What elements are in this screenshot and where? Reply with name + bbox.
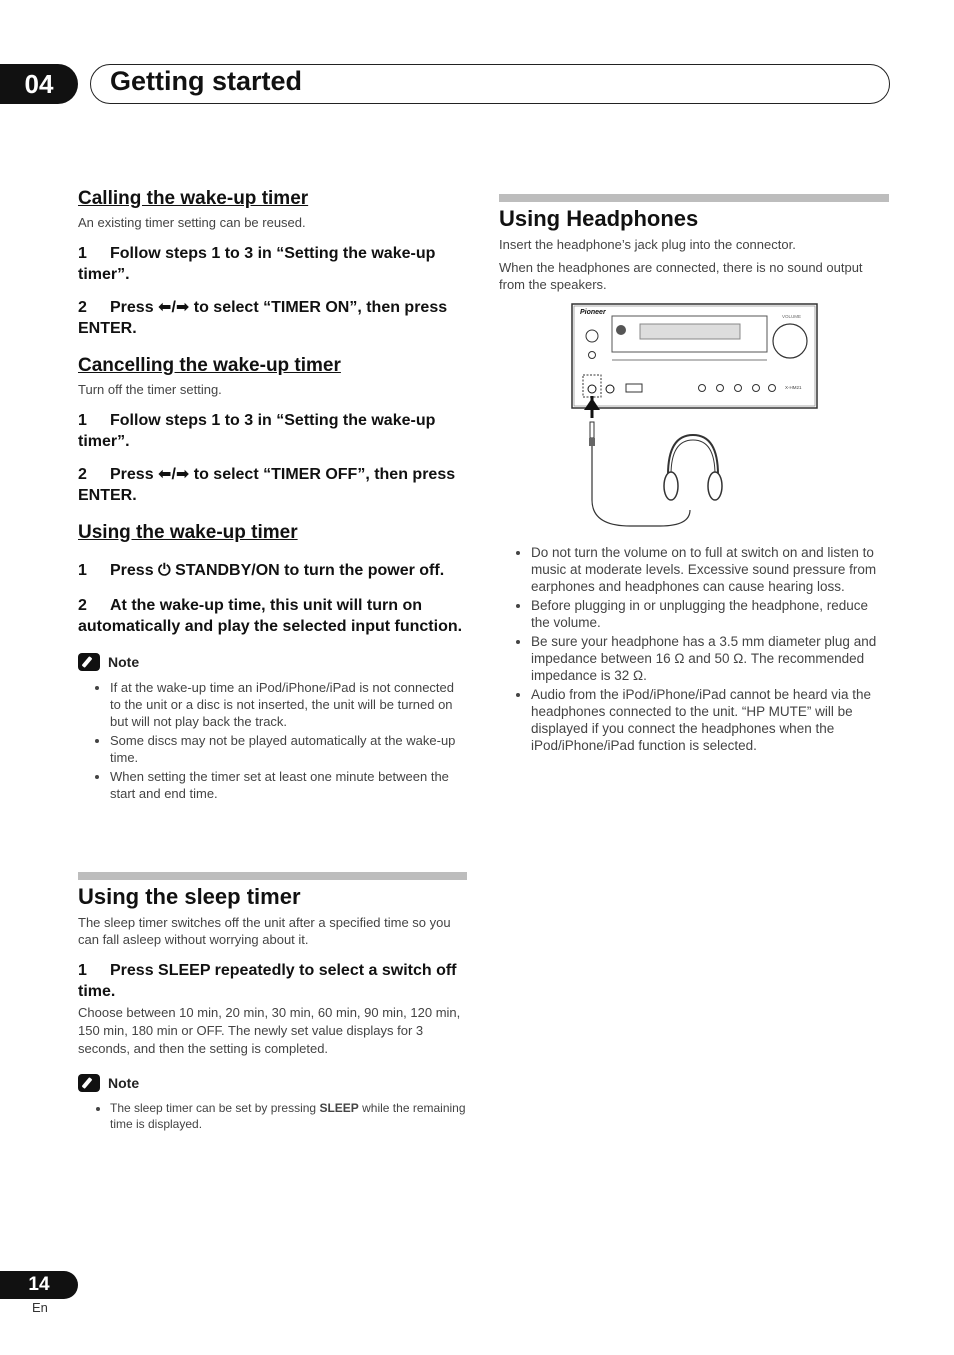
headphones-item: • Before plugging in or unplugging the headphone, reduce the volume. [531,597,889,631]
calling-intro: An existing timer setting can be reused. [78,215,306,230]
headphones-item: • Audio from the iPod/iPhone/iPad cannot be heard via the headphones connected to the unit. “HP MUTE” will be displayed if you connect the headphones when the iPod/iPhone/iPad function is selected. [531,686,889,754]
sleep-intro: The sleep timer switches off the unit after a specified time so you can fall asleep without worrying about it. [78,915,451,947]
headphones-item: • Do not turn the volume on to full at switch on and listen to music at moderate levels. Excessive sound pressure from earphones and headphones can cause hearing loss. [531,544,889,595]
sleep-step-1: 1 Press SLEEP repeatedly to select a switch off time. [78,962,457,1000]
calling-title: Calling the wake-up timer [78,188,309,209]
sleep-section [78,884,468,1134]
cancelling-step-2: 2 Press ⬅/➡ to select “TIMER OFF”, then press ENTER. [78,466,456,504]
cancelling-step-1: 1 Follow steps 1 to 3 in “Setting the wake-up timer”. [78,412,436,450]
page-language: En [32,1300,48,1315]
power-button [586,330,598,342]
section-divider-bar [78,872,467,880]
headphones-title: Using Headphones [499,206,699,231]
note-header [78,653,468,671]
headphone-connection-illustration [560,300,830,532]
note-header [78,1074,468,1092]
headphones-list [499,544,889,754]
display-window [640,324,740,339]
note-item: • Some discs may not be played automatically at the wake-up time. [110,732,468,766]
note-box-1 [78,653,468,802]
using-timer-title: Using the wake-up timer [78,522,298,543]
model-label: X-HM21 [785,385,802,390]
section-divider-bar [499,194,889,202]
cancelling-intro: Turn off the timer setting. [78,382,222,397]
right-column [499,206,889,293]
input-button [589,352,596,359]
sensor [616,325,626,335]
headband [668,435,718,475]
using-step-1: 1 Press ⏻ STANDBY/ON to turn the power off. [78,562,445,579]
volume-label: VOLUME [782,314,802,319]
note-item: • When setting the timer set at least one minute between the start and end time. [110,768,468,802]
brand-logo: Pioneer [580,309,606,316]
chapter-number: 04 [0,64,78,104]
jack-plug [590,422,594,438]
audio-in-jack [606,385,614,393]
usb-port [626,384,642,392]
note-label: Note [108,1075,140,1091]
chapter-title: Getting started [110,66,303,96]
note-label: Note [108,654,140,670]
headphones-intro-2: When the headphones are connected, there is no sound output from the speakers. [499,260,863,292]
pencil-icon [78,653,100,671]
note-box-2 [78,1074,468,1132]
note-item: • If at the wake-up time an iPod/iPhone/iPad is not connected to the unit or a disc is not inserted, the unit will be turned on but will not play back the track. [110,679,468,730]
right-earcup [708,472,722,500]
calling-step-2: 2 Press ⬅/➡ to select “TIMER ON”, then press ENTER. [78,299,448,337]
using-step-2: 2 At the wake-up time, this unit will turn on automatically and play the selected input function. [78,597,463,635]
left-earcup [664,472,678,500]
note-list [78,1100,468,1132]
pencil-icon [78,1074,100,1092]
phones-jack [588,385,596,393]
calling-step-1: 1 Follow steps 1 to 3 in “Setting the wake-up timer”. [78,245,436,283]
left-column [78,188,468,804]
note-item: • The sleep timer can be set by pressing SLEEP while the remaining time is displayed. [110,1100,468,1132]
page-number: 14 [0,1271,78,1299]
sleep-title: Using the sleep timer [78,884,301,909]
headphones-notes [499,536,889,756]
note-list [78,679,468,802]
headphones-item: • Be sure your headphone has a 3.5 mm diameter plug and impedance between 16 Ω and 50 Ω. The recommended impedance is 32 Ω. [531,633,889,684]
cancelling-title: Cancelling the wake-up timer [78,355,341,376]
headphones-intro-1: Insert the headphone’s jack plug into the connector. [499,237,796,252]
volume-knob [773,324,807,358]
sleep-detail: Choose between 10 min, 20 min, 30 min, 60 min, 90 min, 120 min, 150 min, 180 min or OFF. The newly set value displays for 3 seconds, and then the setting is completed. [78,1005,461,1056]
